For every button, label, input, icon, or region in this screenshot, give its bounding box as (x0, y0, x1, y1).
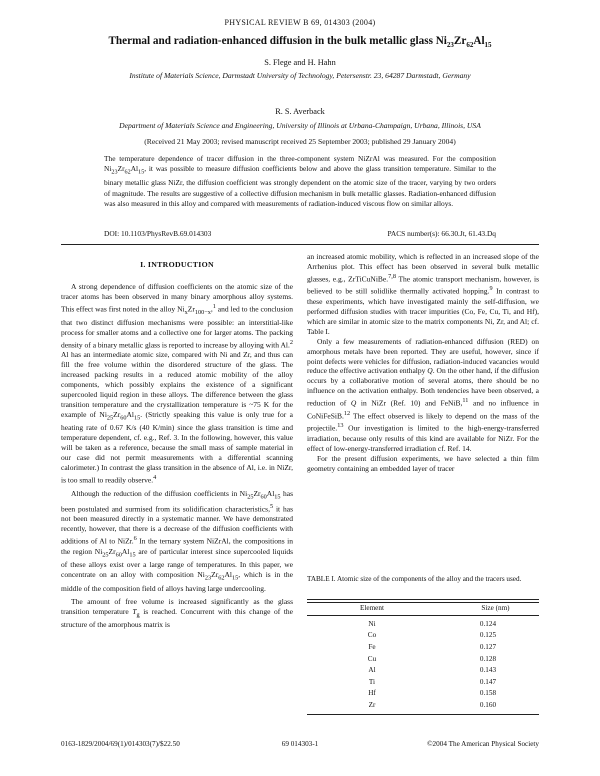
table-cell-size: 0.127 (479, 642, 497, 651)
table-cell-size: 0.124 (479, 619, 497, 628)
table-cell-element: Fe (368, 642, 376, 651)
abstract: The temperature dependence of tracer diffusion in the three-component system NiZrAl was measured. For the composition $Ni_{23}Zr_{62}Al_{15}$, it was possible to measure diffusion coefficients below and above the glass transition temperature. Similar to the binary metallic glass NiZr, the diffusion coefficient was strongly dependent on the atomic size of the tracer, varying by two orders of magnitude. The results are suggestive of a collective diffusion mechanism in bulk metallic glasses. Radiation-enhanced diffusion was also measured in this alloy and compared with measurements of radiation-induced viscous flow on similar alloys. (104, 154, 496, 208)
table-cell-size: 0.128 (479, 654, 497, 663)
table-cell-size: 0.160 (479, 700, 497, 709)
table-cell-size: 0.158 (479, 689, 497, 698)
table-caption: TABLE I. Atomic size of the components of the alloy and the tracers used. (307, 575, 522, 583)
footer-copyright: ©2004 The American Physical Society (427, 740, 539, 748)
table-cell-size: 0.143 (479, 666, 497, 675)
doi: DOI: 10.1103/PhysRevB.69.014303 (104, 229, 212, 238)
table-cell-element: Zr (368, 700, 376, 709)
running-header: PHYSICAL REVIEW B 69, 014303 (2004) (224, 18, 376, 27)
paragraph: The amount of free volume is increased significantly as the glass transition temperature $T_g$ is reached. Concurrent with this change of the structure of the amorphous matrix is (61, 596, 293, 630)
paragraph: an increased atomic mobility, which is reflected in an increased slope of the Arrhenius plot. This effect has been observed in several bulk metallic glasses, e.g., ZrTiCuNiBe.$^{7,8}$ The atomic transport mechanism, however, is believed to be still solidlike thermally activated hopping.$^9$ In contrast to these experiments, which have investigated mainly the self-diffusion, we performed diffusion studies with tracer impurities (Co, Fe, Cu, Ti, and Hf), which are similar in atomic size to the matrix components Ni, Zr, and Al; cf. Table I. (307, 252, 540, 336)
table-bottom-rule (307, 714, 539, 715)
table-row (307, 688, 539, 700)
table-row (307, 618, 539, 630)
atomic-size-table (307, 618, 539, 711)
table-cell-element: Co (367, 631, 377, 640)
table-header-rule (307, 615, 539, 616)
table-header-size: Size (nm) (481, 604, 510, 612)
table-header-element: Element (360, 604, 384, 612)
authors-1: S. Flege and H. Hahn (264, 58, 336, 67)
table-cell-element: Al (368, 666, 376, 675)
footer-issn: 0163-1829/2004/69(1)/014303(7)/$22.50 (61, 740, 180, 748)
header-rule (61, 244, 539, 245)
table-row (307, 653, 539, 665)
affiliation-1: Institute of Materials Science, Darmstadt University of Technology, Petersenstr. 23, 64287 Darmstadt, Germany (129, 71, 471, 80)
table-cell-size: 0.125 (479, 631, 497, 640)
received-dates: (Received 21 May 2003; revised manuscript received 25 September 2003; published 29 January 2004) (144, 137, 456, 146)
paragraph: A strong dependence of diffusion coefficients on the atomic size of the tracer atoms has been observed in many binary amorphous alloy systems. This effect was first noted in the alloy $Ni_xZr_{100-x},^1$ and led to the conclusion that two distinct diffusion mechanisms were possible: an interstitial-like process for smaller atoms and a collective one for larger atoms. The packing density of a binary metallic glass is reported to increase by alloying with Al.$^2$ Al has an intermediate atomic size, compared with Ni and Zr, and thus can fill the free volume within the disordered structure of the glass. The increased packing results in a reduced atomic mobility of the alloy components, which possibly explains the existence of a significant supercooled liquid region in these alloys. The difference between the glass transition temperature and the crystallization temperature is ~75 K for the example of $Ni_{25}Zr_{60}Al_{15}$. (Strictly speaking this value is only true for a heating rate of 0.67 K/s (40 K/min) since the glass transition is time and temperature dependent, cf. e.g., Ref. 3. In the following, however, this value will be taken as a reference, because the small mass of sample material in our case did not permit measurements with a differential scanning calorimeter.) In contrast the glass transition in the absence of Al, i.e. in NiZr, is too small to readily observe.$^4$ (61, 281, 293, 485)
table-cell-element: Ti (368, 677, 376, 686)
table-row (307, 676, 539, 688)
paper-title: Thermal and radiation-enhanced diffusion in the bulk metallic glass $Ni_{23}Zr_{62}Al_{15}$ (108, 35, 492, 50)
table-row (307, 664, 539, 676)
table-row (307, 641, 539, 653)
table-row (307, 699, 539, 711)
paragraph: Although the reduction of the diffusion coefficients in $Ni_{25}Zr_{60}Al_{15}$ has been postulated and surmised from its solidification characteristics,$^5$ it has not been measured directly in a systematic manner. We have demonstrated recently, however, that there is a decrease of the diffusion coefficients with additions of Al to NiZr.$^6$ In the ternary system NiZrAl, the compositions in the region $Ni_{25}Zr_{60}Al_{15}$ are of particular interest since supercooled liquids of these alloys exist over a large range of temperatures. In this paper, we concentrate on an alloy with composition $Ni_{23}Zr_{62}Al_{15}$, which is in the middle of the composition field of alloys having large undercooling. (61, 488, 294, 593)
table-cell-element: Cu (367, 654, 377, 663)
pacs-numbers: PACS number(s): 66.30.Jt, 61.43.Dq (387, 229, 496, 238)
table-cell-element: Hf (368, 689, 376, 698)
footer-page: 69 014303-1 (281, 740, 319, 748)
section-heading: I. INTRODUCTION (140, 260, 214, 269)
table-top-rule (307, 599, 539, 600)
table-top-rule-2 (307, 602, 539, 603)
paragraph: Only a few measurements of radiation-enhanced diffusion (RED) on amorphous metals have been reported. They are useful, however, since if point defects were vehicles for diffusion, radiation-induced vacancies would reduce the effective activation enthalpy Q. On the other hand, if the diffusion occurs by a collaborative motion of several atoms, there should be no influence on the activation enthalpy. Both tendencies have been observed, a reduction of Q in NiZr (Ref. 10) and FeNiB,$^{11}$ and no influence in CoNiFeSiB.$^{12}$ The effect observed is likely to depend on the mass of the projectile.$^{13}$ Our investigation is limited to the high-energy-transferred irradiation, because only results of this kind are available for NiZr. For the effect of low-energy-transferred irradiation cf. Ref. 14. (307, 336, 539, 453)
table-cell-element: Ni (368, 619, 376, 628)
affiliation-2: Department of Materials Science and Engineering, University of Illinois at Urbana-Champaign, Urbana, Illinois, USA (119, 121, 481, 130)
authors-2: R. S. Averback (275, 107, 325, 116)
left-column (61, 252, 293, 630)
table-row (307, 630, 539, 642)
right-column (307, 252, 539, 474)
paragraph: For the present diffusion experiments, we have selected a thin film geometry containing an embedded layer of tracer (307, 453, 539, 473)
table-cell-size: 0.147 (479, 677, 497, 686)
